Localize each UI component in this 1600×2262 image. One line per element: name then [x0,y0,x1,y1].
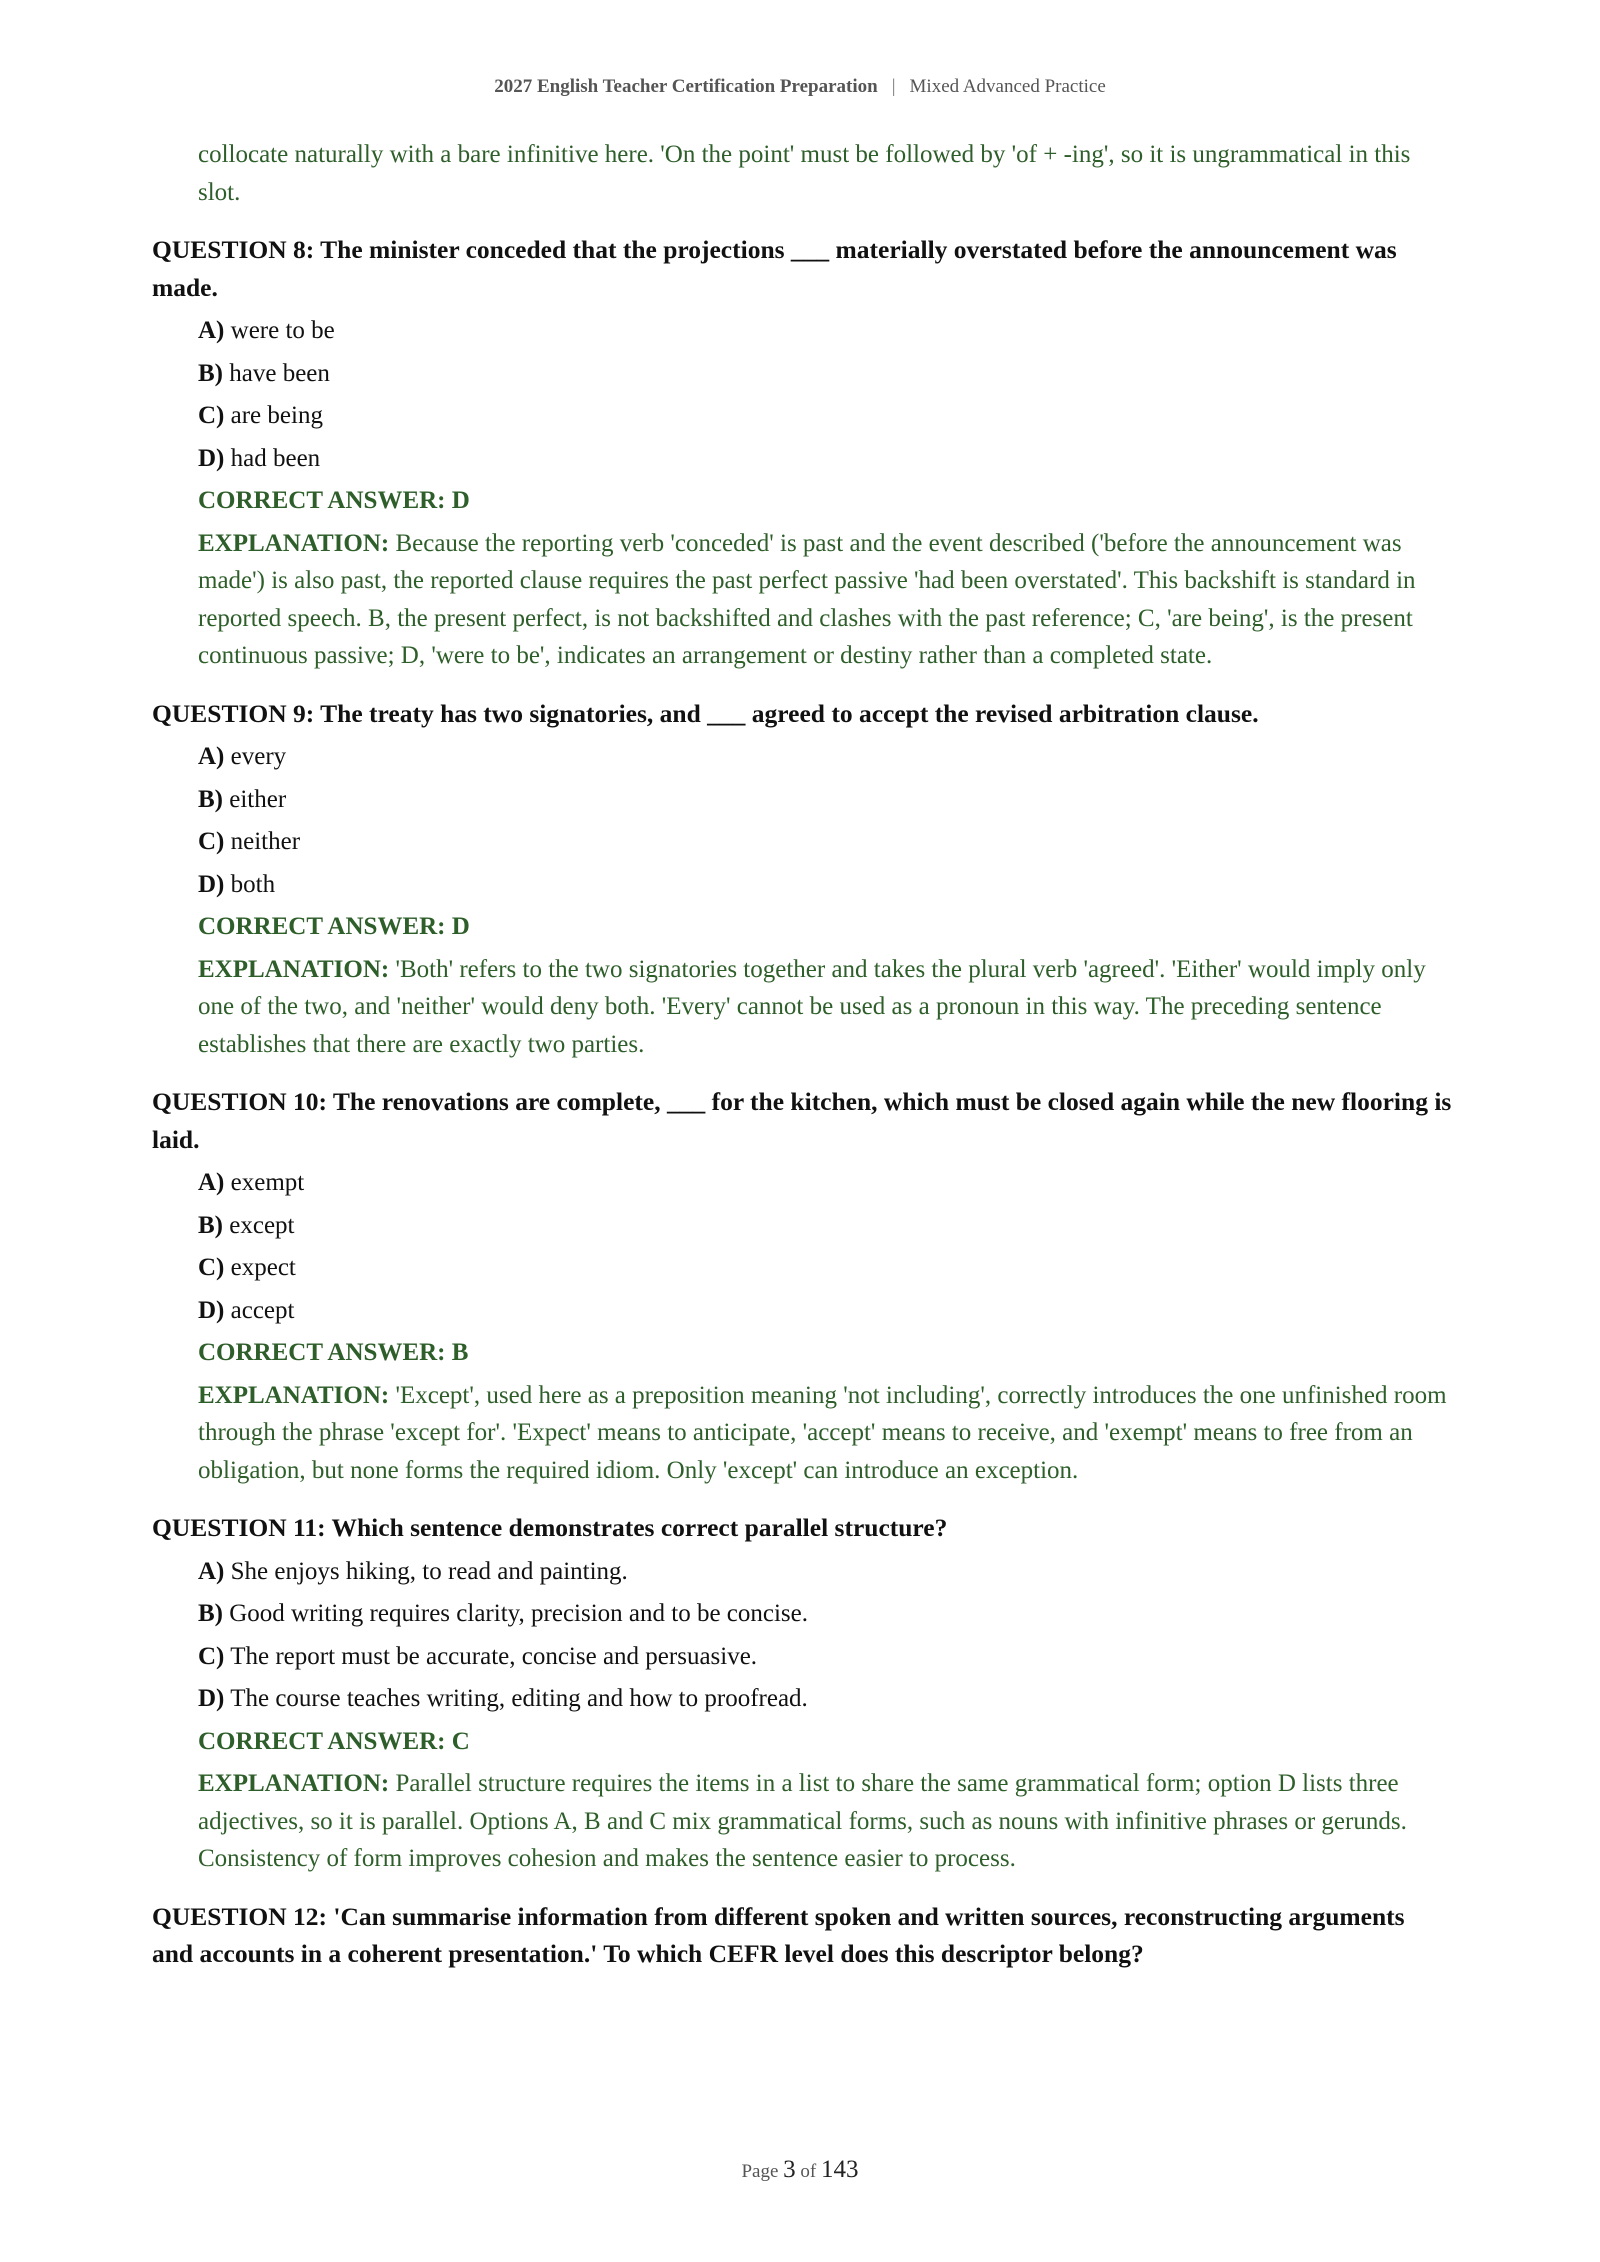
header-subtitle: Mixed Advanced Practice [909,76,1106,97]
option-text: are being [230,402,323,429]
option-letter: D) [198,444,225,472]
option-text: except [229,1211,295,1239]
correct-answer: CORRECT ANSWER: D [198,487,470,514]
option-c [198,395,1452,438]
option-letter: A) [198,317,225,344]
page-of-label: of [800,2161,817,2182]
option-letter: B) [198,359,223,387]
option-text: were to be [230,317,335,344]
options-list [198,1162,1452,1332]
question-block-9 [152,695,1452,1064]
page-content [152,136,1452,1973]
option-letter: B) [198,785,223,813]
page-footer [0,2156,1600,2184]
explanation-text: 'Both' refers to the two signatories together and takes the plural verb 'agreed'. 'Either' would imply only one of the two, and 'neither' would deny both. 'Every' cannot be used as a pronoun in this way. The preceding sentence establishes that there are exactly two parties. [198,955,1426,1058]
option-text: had been [230,444,321,472]
question-block-12 [152,1898,1452,1973]
option-text: Good writing requires clarity, precision and to be concise. [229,1600,809,1627]
page-label: Page [741,2161,779,2182]
option-letter: C) [198,402,225,429]
options-list [198,736,1452,906]
option-b [198,779,1452,822]
option-letter: D) [198,1296,225,1324]
option-text: exempt [230,1169,305,1196]
option-text: She enjoys hiking, to read and painting. [230,1557,628,1585]
explanation-text: 'Except', used here as a preposition meaning 'not including', correctly introduces the one unfinished room through the phrase 'except for'. 'Expect' means to anticipate, 'accept' means to receive, and 'exempt' means to free from an obligation, but none forms the required idiom. Only 'except' can introduce an exception. [198,1381,1447,1484]
option-text: neither [230,828,301,855]
question-text: QUESTION 11: Which sentence demonstrates correct parallel structure? [152,1513,948,1542]
explanation-label: EXPLANATION: [198,529,390,557]
option-letter: C) [198,1254,225,1281]
question-text: QUESTION 10: The renovations are complete, ___ for the kitchen, which must be closed again while the new flooring is laid. [152,1087,1452,1154]
option-letter: A) [198,1557,225,1585]
option-a [198,736,1452,779]
question-block-11 [152,1509,1452,1878]
question-text: QUESTION 8: The minister conceded that the projections ___ materially overstated before the announcement was made. [152,235,1397,302]
continued-explanation: collocate naturally with a bare infinitive here. 'On the point' must be followed by 'of + -ing', so it is ungrammatical in this slot. [198,141,1411,206]
option-d [198,1290,1452,1333]
option-a [198,310,1452,353]
option-text: accept [230,1296,295,1324]
option-c [198,1247,1452,1290]
option-letter: A) [198,1169,225,1196]
correct-answer: CORRECT ANSWER: B [198,1339,469,1366]
option-a [198,1162,1452,1205]
explanation-label: EXPLANATION: [198,1770,390,1797]
question-text: QUESTION 9: The treaty has two signatories, and ___ agreed to accept the revised arbitration clause. [152,698,1259,728]
option-text: either [229,785,287,813]
option-letter: B) [198,1211,223,1239]
option-text: The course teaches writing, editing and how to proofread. [230,1685,808,1712]
options-list [198,310,1452,480]
total-pages: 143 [821,2156,859,2183]
option-a [198,1551,1452,1594]
explanation-label: EXPLANATION: [198,955,390,983]
page-header [0,76,1600,98]
option-d [198,1678,1452,1721]
page-number: 3 [783,2156,796,2183]
correct-answer: CORRECT ANSWER: D [198,913,470,940]
option-b [198,353,1452,396]
header-title: 2027 English Teacher Certification Preparation [494,76,878,97]
explanation [198,951,1452,1064]
option-c [198,821,1452,864]
explanation [198,1377,1452,1490]
option-letter: D) [198,870,225,898]
option-text: both [230,870,276,898]
option-text: every [230,743,287,770]
option-c [198,1636,1452,1679]
explanation [198,1765,1452,1878]
option-d [198,438,1452,481]
option-text: The report must be accurate, concise and persuasive. [230,1642,758,1670]
question-text: QUESTION 12: 'Can summarise information from different spoken and written sources, reconstructing arguments and accounts in a coherent presentation.' To which CEFR level does this descriptor belong? [152,1901,1405,1968]
question-block-10 [152,1083,1452,1489]
explanation [198,525,1452,675]
question-block-8 [152,231,1452,675]
option-letter: C) [198,1642,225,1670]
option-letter: D) [198,1685,225,1712]
option-text: have been [229,359,330,387]
option-b [198,1593,1452,1636]
header-separator: | [891,76,896,97]
option-letter: A) [198,743,225,770]
option-letter: C) [198,828,225,855]
option-text: expect [230,1254,296,1281]
options-list [198,1551,1452,1721]
explanation-text: Parallel structure requires the items in a list to share the same grammatical form; option D lists three adjectives, so it is parallel. Options A, B and C mix grammatical forms, such as nouns with infinitive phrases or gerunds. Consistency of form improves cohesion and makes the sentence easier to process. [198,1770,1407,1872]
option-letter: B) [198,1600,223,1627]
option-b [198,1205,1452,1248]
correct-answer: CORRECT ANSWER: C [198,1727,470,1755]
option-d [198,864,1452,907]
explanation-text: Because the reporting verb 'conceded' is past and the event described ('before the announcement was made') is also past, the reported clause requires the past perfect passive 'had been overstated'. This backshift is standard in reported speech. B, the present perfect, is not backshifted and clashes with the past reference; C, 'are being', is the present continuous passive; D, 'were to be', indicates an arrangement or destiny rather than a completed state. [198,529,1416,669]
explanation-label: EXPLANATION: [198,1381,390,1409]
